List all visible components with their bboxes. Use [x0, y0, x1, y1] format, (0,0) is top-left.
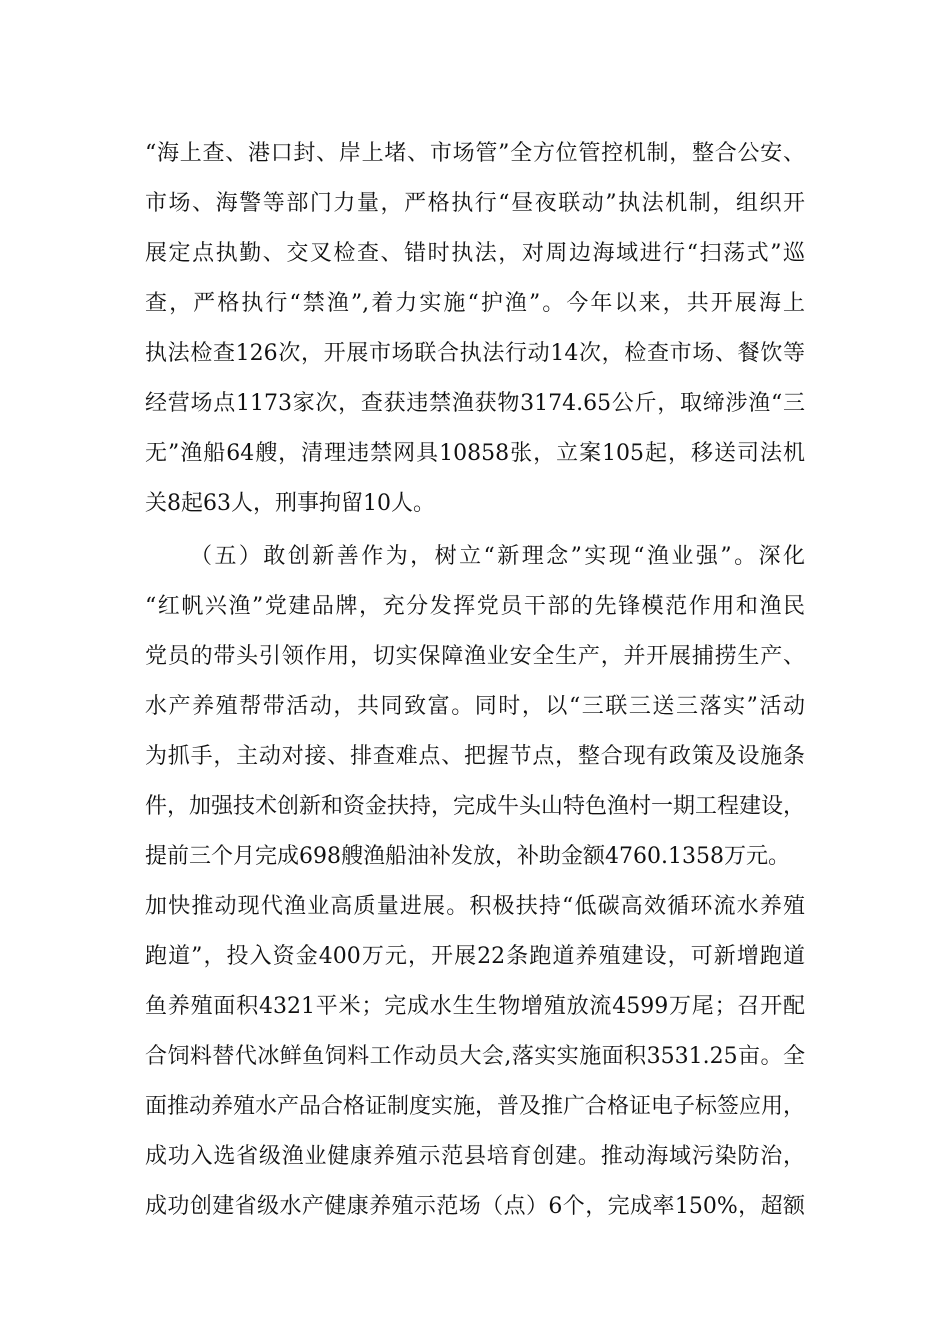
paragraph-line: 查，严格执行“禁渔”,着力实施“护渔”。今年以来，共开展海上	[145, 291, 805, 316]
paragraph-line: 加快推动现代渔业高质量进展。积极扶持“低碳高效循环流水养殖	[145, 894, 805, 919]
section-heading-line: （五）敢创新善作为，树立“新理念”实现“渔业强”。深化	[190, 544, 805, 569]
paragraph-line: 合饲料替代冰鲜鱼饲料工作动员大会,落实实施面积3531.25亩。全	[145, 1044, 805, 1069]
paragraph-line: “海上查、港口封、岸上堵、市场管”全方位管控机制，整合公安、	[145, 141, 805, 166]
paragraph-line: 关8起63人，刑事拘留10人。	[145, 491, 435, 516]
paragraph-line: 成功创建省级水产健康养殖示范场（点）6个，完成率150%，超额	[145, 1194, 805, 1219]
paragraph-line: 无”渔船64艘，清理违禁网具10858张，立案105起，移送司法机	[145, 441, 805, 466]
paragraph-line: 面推动养殖水产品合格证制度实施，普及推广合格证电子标签应用，	[145, 1094, 806, 1119]
paragraph-line: 件，加强技术创新和资金扶持，完成牛头山特色渔村一期工程建设，	[145, 794, 806, 819]
paragraph-line: 水产养殖帮带活动，共同致富。同时，以“三联三送三落实”活动	[145, 694, 805, 719]
paragraph-line: 成功入选省级渔业健康养殖示范县培育创建。推动海域污染防治，	[145, 1144, 805, 1169]
paragraph-line: “红帆兴渔”党建品牌，充分发挥党员干部的先锋模范作用和渔民	[145, 594, 805, 619]
paragraph-line: 鱼养殖面积4321平米；完成水生生物增殖放流4599万尾；召开配	[145, 994, 805, 1019]
paragraph-line: 执法检查126次，开展市场联合执法行动14次，检查市场、餐饮等	[145, 341, 805, 366]
paragraph-line: 为抓手，主动对接、排查难点、把握节点，整合现有政策及设施条	[145, 744, 805, 769]
paragraph-line: 跑道”，投入资金400万元，开展22条跑道养殖建设，可新增跑道	[145, 944, 805, 969]
paragraph-line: 经营场点1173家次，查获违禁渔获物3174.65公斤，取缔涉渔“三	[145, 391, 805, 416]
paragraph-line: 提前三个月完成698艘渔船油补发放，补助金额4760.1358万元。	[145, 844, 790, 869]
paragraph-line: 展定点执勤、交叉检查、错时执法，对周边海域进行“扫荡式”巡	[145, 241, 805, 266]
paragraph-line: 市场、海警等部门力量，严格执行“昼夜联动”执法机制，组织开	[145, 191, 805, 216]
paragraph-line: 党员的带头引领作用，切实保障渔业安全生产，并开展捕捞生产、	[145, 644, 805, 669]
